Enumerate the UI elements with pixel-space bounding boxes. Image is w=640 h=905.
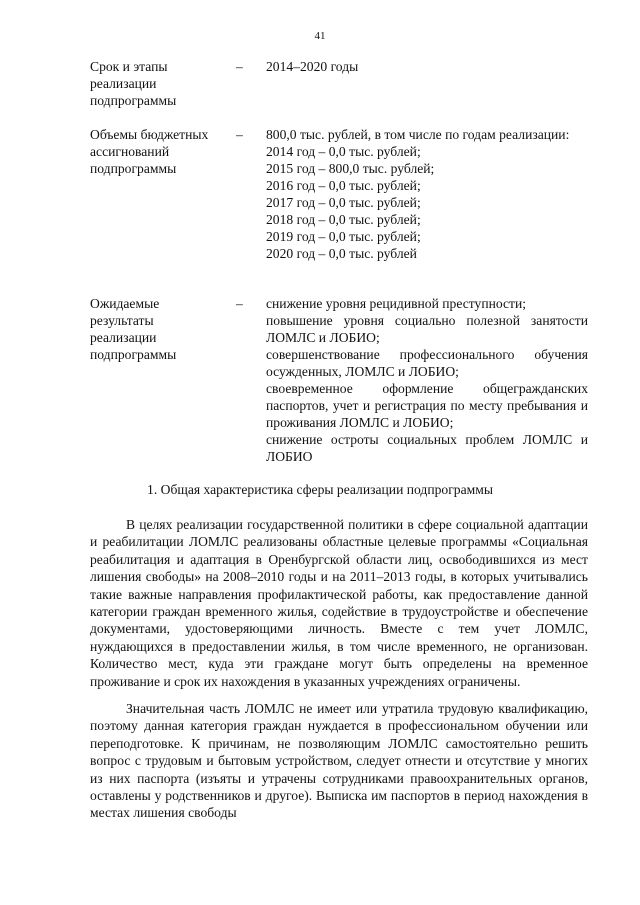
section-heading: 1. Общая характеристика сферы реализации подпрограммы (147, 482, 493, 497)
passport-value-line: 2020 год – 0,0 тыс. рублей (266, 246, 417, 261)
passport-value-line: 2018 год – 0,0 тыс. рублей; (266, 212, 421, 227)
page-number: 41 (314, 30, 326, 42)
passport-label: Объемы бюджетных ассигнований подпрограммы (90, 127, 209, 176)
passport-row-expected-results (90, 295, 590, 465)
passport-dash: – (236, 59, 243, 74)
passport-value-line: 2015 год – 800,0 тыс. рублей; (266, 161, 435, 176)
passport-value (266, 126, 588, 262)
passport-dash: – (236, 127, 243, 142)
passport-value (266, 58, 588, 75)
passport-value-line: 2014–2020 годы (266, 59, 359, 74)
passport-value-line: 800,0 тыс. рублей, в том числе по годам реализации: (266, 127, 570, 142)
body-paragraph: Значительная часть ЛОМЛС не имеет или утратила трудовую квалификацию, поэтому данная категория граждан нуждается в профессиональном обучении или переподготовке. К причинам, не позволяющим ЛОМЛС самостоятельно решить вопрос с трудовым и бытовым устройством, следует отнести и отсутствие у многих из них паспорта (изъяты и утрачены сотрудниками правоохранительных органов, оставлены у родственников и другое). Выписка им паспортов в период нахождения в местах лишения свободы (90, 701, 588, 821)
passport-value-line: повышение уровня социально полезной занятости ЛОМЛС и ЛОБИО; (266, 313, 588, 345)
passport-label: Срок и этапы реализации подпрограммы (90, 59, 177, 108)
passport-value (266, 295, 588, 465)
passport-row-budget (90, 126, 590, 286)
passport-value-line: совершенствование профессионального обучения осужденных, ЛОМЛС и ЛОБИО; (266, 347, 588, 379)
passport-label: Ожидаемые результаты реализации подпрограммы (90, 296, 177, 362)
passport-value-line: 2014 год – 0,0 тыс. рублей; (266, 144, 421, 159)
passport-value-line: снижение уровня рецидивной преступности; (266, 296, 527, 311)
passport-value-line: 2017 год – 0,0 тыс. рублей; (266, 195, 421, 210)
passport-value-line: снижение остроты социальных проблем ЛОМЛС и ЛОБИО (266, 432, 588, 464)
body-paragraph: В целях реализации государственной политики в сфере социальной адаптации и реабилитации ЛОМЛС реализованы областные целевые программы «Социальная реабилитация и адаптация в Оренбургской области лиц, освободившихся из мест лишения свободы» на 2008–2010 годы и на 2011–2013 годы, в которых учитывались такие важные направления профилактической работы, как предоставление данной категории граждан временного жилья, содействие в трудоустройстве и обеспечение документами, удостоверяющими личность. Вместе с тем учет ЛОМЛС, нуждающихся в предоставлении жилья, в том числе временного, не организован. Количество мест, куда эти граждане могут быть определены на временное проживание и срок их нахождения в указанных учреждениях ограничены. (90, 517, 588, 689)
passport-value-line: своевременное оформление общегражданских паспортов, учет и регистрация по месту пребывания и проживания ЛОМЛС и ЛОБИО; (266, 381, 588, 430)
passport-dash: – (236, 296, 243, 311)
passport-value-line: 2016 год – 0,0 тыс. рублей; (266, 178, 421, 193)
passport-value-line: 2019 год – 0,0 тыс. рублей; (266, 229, 421, 244)
passport-row-implementation-period (90, 58, 590, 118)
